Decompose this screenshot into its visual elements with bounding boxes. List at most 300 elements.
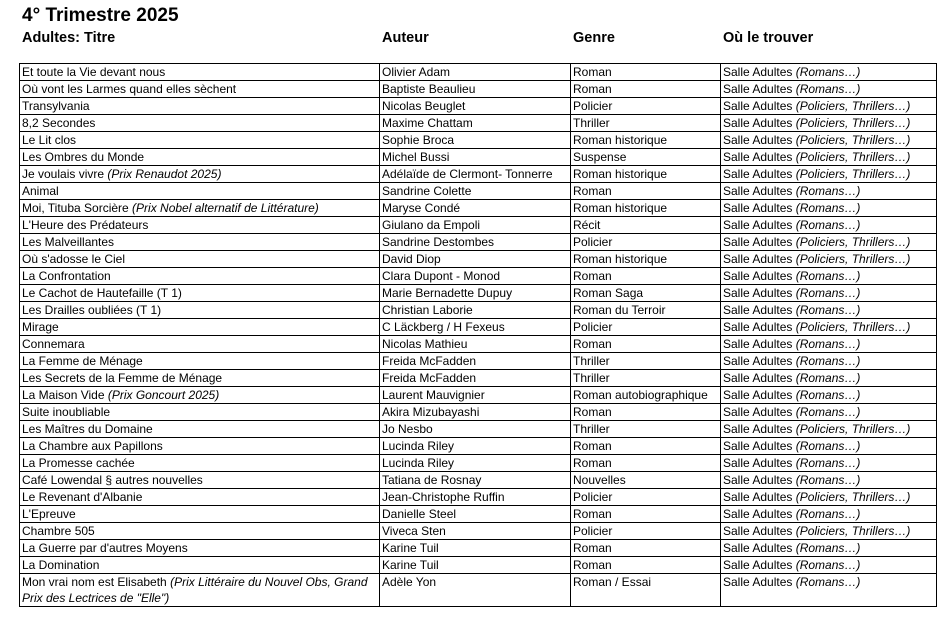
table-row bbox=[20, 268, 937, 285]
table-row bbox=[20, 557, 937, 574]
genre-cell bbox=[571, 251, 721, 268]
title-cell bbox=[20, 421, 380, 438]
table-row bbox=[20, 132, 937, 149]
genre-cell bbox=[571, 574, 721, 607]
table-row bbox=[20, 166, 937, 183]
table-row bbox=[20, 574, 937, 607]
location-detail: (Romans…) bbox=[795, 388, 861, 402]
genre-label: Policier bbox=[573, 524, 613, 538]
location-detail: (Policiers, Thrillers…) bbox=[795, 235, 911, 249]
table-row bbox=[20, 98, 937, 115]
genre-label: Roman bbox=[573, 439, 612, 453]
location-detail: (Policiers, Thrillers…) bbox=[795, 133, 911, 147]
location-detail: (Romans…) bbox=[795, 575, 861, 589]
genre-cell bbox=[571, 285, 721, 302]
genre-cell bbox=[571, 421, 721, 438]
location-label: Salle Adultes bbox=[723, 541, 796, 555]
location-cell bbox=[721, 81, 937, 98]
genre-cell bbox=[571, 149, 721, 166]
author-cell bbox=[380, 200, 571, 217]
author-name: Maryse Condé bbox=[382, 201, 461, 215]
title-cell bbox=[20, 336, 380, 353]
location-detail: (Romans…) bbox=[795, 456, 861, 470]
location-label: Salle Adultes bbox=[723, 99, 796, 113]
genre-cell bbox=[571, 506, 721, 523]
author-name: Freida McFadden bbox=[382, 354, 477, 368]
book-title: Les Malveillantes bbox=[22, 235, 115, 249]
author-cell bbox=[380, 132, 571, 149]
genre-label: Récit bbox=[573, 218, 601, 232]
location-cell bbox=[721, 302, 937, 319]
location-cell bbox=[721, 98, 937, 115]
location-cell bbox=[721, 217, 937, 234]
author-cell bbox=[380, 285, 571, 302]
genre-label: Suspense bbox=[573, 150, 627, 164]
book-title: Et toute la Vie devant nous bbox=[22, 65, 166, 79]
book-title: 8,2 Secondes bbox=[22, 116, 96, 130]
genre-cell bbox=[571, 217, 721, 234]
author-name: Clara Dupont - Monod bbox=[382, 269, 501, 283]
book-title: La Femme de Ménage bbox=[22, 354, 143, 368]
header-location: Où le trouver bbox=[723, 30, 814, 46]
title-cell bbox=[20, 506, 380, 523]
author-cell bbox=[380, 319, 571, 336]
location-detail: (Romans…) bbox=[795, 405, 861, 419]
location-label: Salle Adultes bbox=[723, 252, 796, 266]
location-detail: (Policiers, Thrillers…) bbox=[795, 116, 911, 130]
genre-label: Nouvelles bbox=[573, 473, 626, 487]
location-label: Salle Adultes bbox=[723, 371, 796, 385]
location-cell bbox=[721, 132, 937, 149]
author-name: Viveca Sten bbox=[382, 524, 446, 538]
genre-cell bbox=[571, 81, 721, 98]
table-row bbox=[20, 319, 937, 336]
location-cell bbox=[721, 336, 937, 353]
genre-label: Roman bbox=[573, 337, 612, 351]
location-detail: (Policiers, Thrillers…) bbox=[795, 252, 911, 266]
location-detail: (Romans…) bbox=[795, 507, 861, 521]
genre-cell bbox=[571, 302, 721, 319]
author-cell bbox=[380, 404, 571, 421]
location-label: Salle Adultes bbox=[723, 490, 796, 504]
book-title: Connemara bbox=[22, 337, 85, 351]
location-cell bbox=[721, 149, 937, 166]
location-label: Salle Adultes bbox=[723, 558, 796, 572]
book-title: Les Ombres du Monde bbox=[22, 150, 145, 164]
location-cell bbox=[721, 268, 937, 285]
author-name: Michel Bussi bbox=[382, 150, 450, 164]
genre-label: Roman historique bbox=[573, 133, 668, 147]
page-title: 4° Trimestre 2025 bbox=[22, 5, 179, 26]
genre-label: Roman bbox=[573, 541, 612, 555]
title-cell bbox=[20, 455, 380, 472]
location-detail: (Romans…) bbox=[795, 541, 861, 555]
title-cell bbox=[20, 234, 380, 251]
location-cell bbox=[721, 115, 937, 132]
genre-label: Roman bbox=[573, 456, 612, 470]
book-title: Où s'adosse le Ciel bbox=[22, 252, 126, 266]
author-cell bbox=[380, 421, 571, 438]
location-detail: (Romans…) bbox=[795, 303, 861, 317]
title-cell bbox=[20, 387, 380, 404]
location-label: Salle Adultes bbox=[723, 286, 796, 300]
location-label: Salle Adultes bbox=[723, 82, 796, 96]
location-label: Salle Adultes bbox=[723, 524, 796, 538]
location-detail: (Romans…) bbox=[795, 439, 861, 453]
location-cell bbox=[721, 404, 937, 421]
book-title: Mirage bbox=[22, 320, 59, 334]
table-row bbox=[20, 149, 937, 166]
genre-cell bbox=[571, 438, 721, 455]
genre-cell bbox=[571, 166, 721, 183]
location-detail: (Romans…) bbox=[795, 558, 861, 572]
title-cell bbox=[20, 98, 380, 115]
genre-cell bbox=[571, 319, 721, 336]
author-cell bbox=[380, 489, 571, 506]
table-row bbox=[20, 489, 937, 506]
genre-cell bbox=[571, 557, 721, 574]
genre-cell bbox=[571, 387, 721, 404]
author-name: Sophie Broca bbox=[382, 133, 455, 147]
book-title: La Maison Vide bbox=[22, 388, 108, 402]
genre-label: Thriller bbox=[573, 371, 610, 385]
location-label: Salle Adultes bbox=[723, 456, 796, 470]
award-note: (Prix Nobel alternatif de Littérature) bbox=[132, 201, 319, 215]
author-cell bbox=[380, 234, 571, 251]
location-cell bbox=[721, 489, 937, 506]
author-cell bbox=[380, 438, 571, 455]
author-name: Nicolas Beuglet bbox=[382, 99, 466, 113]
location-detail: (Romans…) bbox=[795, 337, 861, 351]
location-label: Salle Adultes bbox=[723, 388, 796, 402]
location-label: Salle Adultes bbox=[723, 65, 796, 79]
title-cell bbox=[20, 183, 380, 200]
location-label: Salle Adultes bbox=[723, 507, 796, 521]
book-title: Animal bbox=[22, 184, 59, 198]
author-name: Freida McFadden bbox=[382, 371, 477, 385]
title-cell bbox=[20, 115, 380, 132]
table-row bbox=[20, 387, 937, 404]
table-row bbox=[20, 285, 937, 302]
book-table-body bbox=[20, 64, 937, 607]
title-cell bbox=[20, 557, 380, 574]
author-name: Jo Nesbo bbox=[382, 422, 433, 436]
book-title: Le Cachot de Hautefaille (T 1) bbox=[22, 286, 182, 300]
location-label: Salle Adultes bbox=[723, 439, 796, 453]
title-cell bbox=[20, 251, 380, 268]
header-title: Adultes: Titre bbox=[22, 30, 116, 46]
genre-cell bbox=[571, 353, 721, 370]
column-header-row bbox=[0, 29, 950, 49]
award-note: (Prix Littéraire du Nouvel Obs, Grand Prix des Lectrices de "Elle") bbox=[22, 575, 368, 605]
genre-cell bbox=[571, 404, 721, 421]
table-row bbox=[20, 455, 937, 472]
location-detail: (Romans…) bbox=[795, 65, 861, 79]
author-name: Lucinda Riley bbox=[382, 439, 455, 453]
header-author: Auteur bbox=[382, 30, 429, 46]
author-cell bbox=[380, 217, 571, 234]
table-row bbox=[20, 506, 937, 523]
book-title: La Promesse cachée bbox=[22, 456, 135, 470]
author-cell bbox=[380, 98, 571, 115]
author-cell bbox=[380, 81, 571, 98]
author-cell bbox=[380, 251, 571, 268]
book-title: Je voulais vivre bbox=[22, 167, 108, 181]
table-row bbox=[20, 234, 937, 251]
book-title: Les Drailles oubliées (T 1) bbox=[22, 303, 162, 317]
author-name: C Läckberg / H Fexeus bbox=[382, 320, 505, 334]
location-label: Salle Adultes bbox=[723, 201, 796, 215]
genre-cell bbox=[571, 472, 721, 489]
author-name: Giulano da Empoli bbox=[382, 218, 481, 232]
location-detail: (Romans…) bbox=[795, 82, 861, 96]
book-title: Où vont les Larmes quand elles sèchent bbox=[22, 82, 237, 96]
genre-label: Policier bbox=[573, 235, 613, 249]
location-detail: (Romans…) bbox=[795, 269, 861, 283]
genre-label: Thriller bbox=[573, 354, 610, 368]
genre-label: Roman bbox=[573, 507, 612, 521]
author-name: Sandrine Destombes bbox=[382, 235, 495, 249]
table-row bbox=[20, 64, 937, 81]
book-title: La Chambre aux Papillons bbox=[22, 439, 163, 453]
genre-label: Roman bbox=[573, 82, 612, 96]
author-name: Christian Laborie bbox=[382, 303, 473, 317]
author-name: Jean-Christophe Ruffin bbox=[382, 490, 505, 504]
location-detail: (Romans…) bbox=[795, 218, 861, 232]
genre-label: Thriller bbox=[573, 422, 610, 436]
book-title: La Domination bbox=[22, 558, 100, 572]
location-cell bbox=[721, 574, 937, 607]
genre-label: Roman historique bbox=[573, 252, 668, 266]
table-row bbox=[20, 438, 937, 455]
title-cell bbox=[20, 489, 380, 506]
location-detail: (Romans…) bbox=[795, 371, 861, 385]
author-name: Tatiana de Rosnay bbox=[382, 473, 482, 487]
table-row bbox=[20, 540, 937, 557]
location-cell bbox=[721, 523, 937, 540]
author-name: Adèle Yon bbox=[382, 575, 437, 589]
book-title: Mon vrai nom est Elisabeth bbox=[22, 575, 171, 589]
genre-label: Roman bbox=[573, 269, 612, 283]
book-title: La Guerre par d'autres Moyens bbox=[22, 541, 188, 555]
book-title: Le Revenant d'Albanie bbox=[22, 490, 143, 504]
author-cell bbox=[380, 115, 571, 132]
genre-cell bbox=[571, 98, 721, 115]
location-label: Salle Adultes bbox=[723, 405, 796, 419]
title-cell bbox=[20, 523, 380, 540]
title-cell bbox=[20, 285, 380, 302]
location-detail: (Romans…) bbox=[795, 473, 861, 487]
genre-cell bbox=[571, 115, 721, 132]
book-title: Moi, Tituba Sorcière bbox=[22, 201, 133, 215]
location-detail: (Policiers, Thrillers…) bbox=[795, 99, 911, 113]
location-cell bbox=[721, 370, 937, 387]
author-cell bbox=[380, 370, 571, 387]
genre-cell bbox=[571, 489, 721, 506]
author-name: Marie Bernadette Dupuy bbox=[382, 286, 513, 300]
title-cell bbox=[20, 574, 380, 607]
genre-label: Roman historique bbox=[573, 167, 668, 181]
genre-cell bbox=[571, 540, 721, 557]
table-row bbox=[20, 353, 937, 370]
author-name: Danielle Steel bbox=[382, 507, 457, 521]
book-table bbox=[19, 63, 937, 607]
location-cell bbox=[721, 285, 937, 302]
author-cell bbox=[380, 574, 571, 607]
author-cell bbox=[380, 455, 571, 472]
book-title: Café Lowendal § autres nouvelles bbox=[22, 473, 203, 487]
book-title: Suite inoubliable bbox=[22, 405, 111, 419]
genre-label: Roman historique bbox=[573, 201, 668, 215]
title-cell bbox=[20, 200, 380, 217]
title-cell bbox=[20, 149, 380, 166]
genre-label: Policier bbox=[573, 99, 613, 113]
award-note: (Prix Goncourt 2025) bbox=[107, 388, 220, 402]
genre-cell bbox=[571, 200, 721, 217]
location-detail: (Romans…) bbox=[795, 184, 861, 198]
location-cell bbox=[721, 319, 937, 336]
author-name: Nicolas Mathieu bbox=[382, 337, 468, 351]
location-label: Salle Adultes bbox=[723, 150, 796, 164]
title-cell bbox=[20, 166, 380, 183]
table-row bbox=[20, 81, 937, 98]
genre-label: Roman bbox=[573, 405, 612, 419]
location-cell bbox=[721, 183, 937, 200]
location-label: Salle Adultes bbox=[723, 184, 796, 198]
title-cell bbox=[20, 319, 380, 336]
table-row bbox=[20, 336, 937, 353]
location-label: Salle Adultes bbox=[723, 422, 796, 436]
genre-label: Roman du Terroir bbox=[573, 303, 666, 317]
location-label: Salle Adultes bbox=[723, 303, 796, 317]
location-cell bbox=[721, 421, 937, 438]
genre-cell bbox=[571, 234, 721, 251]
genre-cell bbox=[571, 183, 721, 200]
genre-cell bbox=[571, 268, 721, 285]
location-cell bbox=[721, 64, 937, 81]
location-cell bbox=[721, 200, 937, 217]
genre-cell bbox=[571, 370, 721, 387]
author-cell bbox=[380, 353, 571, 370]
genre-label: Thriller bbox=[573, 116, 610, 130]
location-detail: (Romans…) bbox=[795, 286, 861, 300]
author-name: David Diop bbox=[382, 252, 441, 266]
author-cell bbox=[380, 183, 571, 200]
location-label: Salle Adultes bbox=[723, 218, 796, 232]
table-row bbox=[20, 251, 937, 268]
location-label: Salle Adultes bbox=[723, 133, 796, 147]
location-detail: (Policiers, Thrillers…) bbox=[795, 320, 911, 334]
author-cell bbox=[380, 540, 571, 557]
author-name: Sandrine Colette bbox=[382, 184, 472, 198]
book-title: Les Maîtres du Domaine bbox=[22, 422, 153, 436]
location-cell bbox=[721, 540, 937, 557]
genre-cell bbox=[571, 64, 721, 81]
author-name: Olivier Adam bbox=[382, 65, 451, 79]
location-detail: (Policiers, Thrillers…) bbox=[795, 422, 911, 436]
table-row bbox=[20, 302, 937, 319]
author-cell bbox=[380, 64, 571, 81]
table-row bbox=[20, 183, 937, 200]
genre-label: Roman bbox=[573, 65, 612, 79]
genre-label: Policier bbox=[573, 320, 613, 334]
location-detail: (Policiers, Thrillers…) bbox=[795, 150, 911, 164]
author-name: Baptiste Beaulieu bbox=[382, 82, 476, 96]
table-row bbox=[20, 404, 937, 421]
author-cell bbox=[380, 268, 571, 285]
genre-cell bbox=[571, 336, 721, 353]
location-label: Salle Adultes bbox=[723, 167, 796, 181]
location-detail: (Romans…) bbox=[795, 354, 861, 368]
location-label: Salle Adultes bbox=[723, 235, 796, 249]
location-label: Salle Adultes bbox=[723, 354, 796, 368]
title-cell bbox=[20, 302, 380, 319]
author-name: Maxime Chattam bbox=[382, 116, 473, 130]
author-cell bbox=[380, 523, 571, 540]
book-title: Le Lit clos bbox=[22, 133, 77, 147]
location-cell bbox=[721, 438, 937, 455]
author-name: Laurent Mauvignier bbox=[382, 388, 485, 402]
location-detail: (Policiers, Thrillers…) bbox=[795, 490, 911, 504]
title-cell bbox=[20, 370, 380, 387]
location-label: Salle Adultes bbox=[723, 116, 796, 130]
author-cell bbox=[380, 302, 571, 319]
author-cell bbox=[380, 472, 571, 489]
location-cell bbox=[721, 251, 937, 268]
location-detail: (Policiers, Thrillers…) bbox=[795, 524, 911, 538]
title-cell bbox=[20, 217, 380, 234]
location-label: Salle Adultes bbox=[723, 337, 796, 351]
location-cell bbox=[721, 557, 937, 574]
location-cell bbox=[721, 387, 937, 404]
location-cell bbox=[721, 166, 937, 183]
title-cell bbox=[20, 404, 380, 421]
book-title: L'Epreuve bbox=[22, 507, 76, 521]
author-name: Karine Tuil bbox=[382, 541, 439, 555]
location-label: Salle Adultes bbox=[723, 320, 796, 334]
author-name: Karine Tuil bbox=[382, 558, 439, 572]
title-cell bbox=[20, 438, 380, 455]
table-row bbox=[20, 217, 937, 234]
location-cell bbox=[721, 353, 937, 370]
location-cell bbox=[721, 455, 937, 472]
genre-label: Policier bbox=[573, 490, 613, 504]
location-label: Salle Adultes bbox=[723, 269, 796, 283]
author-cell bbox=[380, 166, 571, 183]
location-cell bbox=[721, 472, 937, 489]
location-detail: (Policiers, Thrillers…) bbox=[795, 167, 911, 181]
book-title: La Confrontation bbox=[22, 269, 111, 283]
table-row bbox=[20, 523, 937, 540]
table-row bbox=[20, 115, 937, 132]
author-cell bbox=[380, 336, 571, 353]
table-row bbox=[20, 421, 937, 438]
author-cell bbox=[380, 506, 571, 523]
award-note: (Prix Renaudot 2025) bbox=[107, 167, 222, 181]
location-cell bbox=[721, 234, 937, 251]
table-row bbox=[20, 472, 937, 489]
genre-label: Roman Saga bbox=[573, 286, 644, 300]
author-name: Adélaïde de Clermont- Tonnerre bbox=[382, 167, 553, 181]
location-detail: (Romans…) bbox=[795, 201, 861, 215]
genre-label: Roman / Essai bbox=[573, 575, 652, 589]
author-name: Akira Mizubayashi bbox=[382, 405, 480, 419]
book-title: Transylvania bbox=[22, 99, 90, 113]
author-name: Lucinda Riley bbox=[382, 456, 455, 470]
genre-cell bbox=[571, 523, 721, 540]
genre-cell bbox=[571, 132, 721, 149]
author-cell bbox=[380, 557, 571, 574]
